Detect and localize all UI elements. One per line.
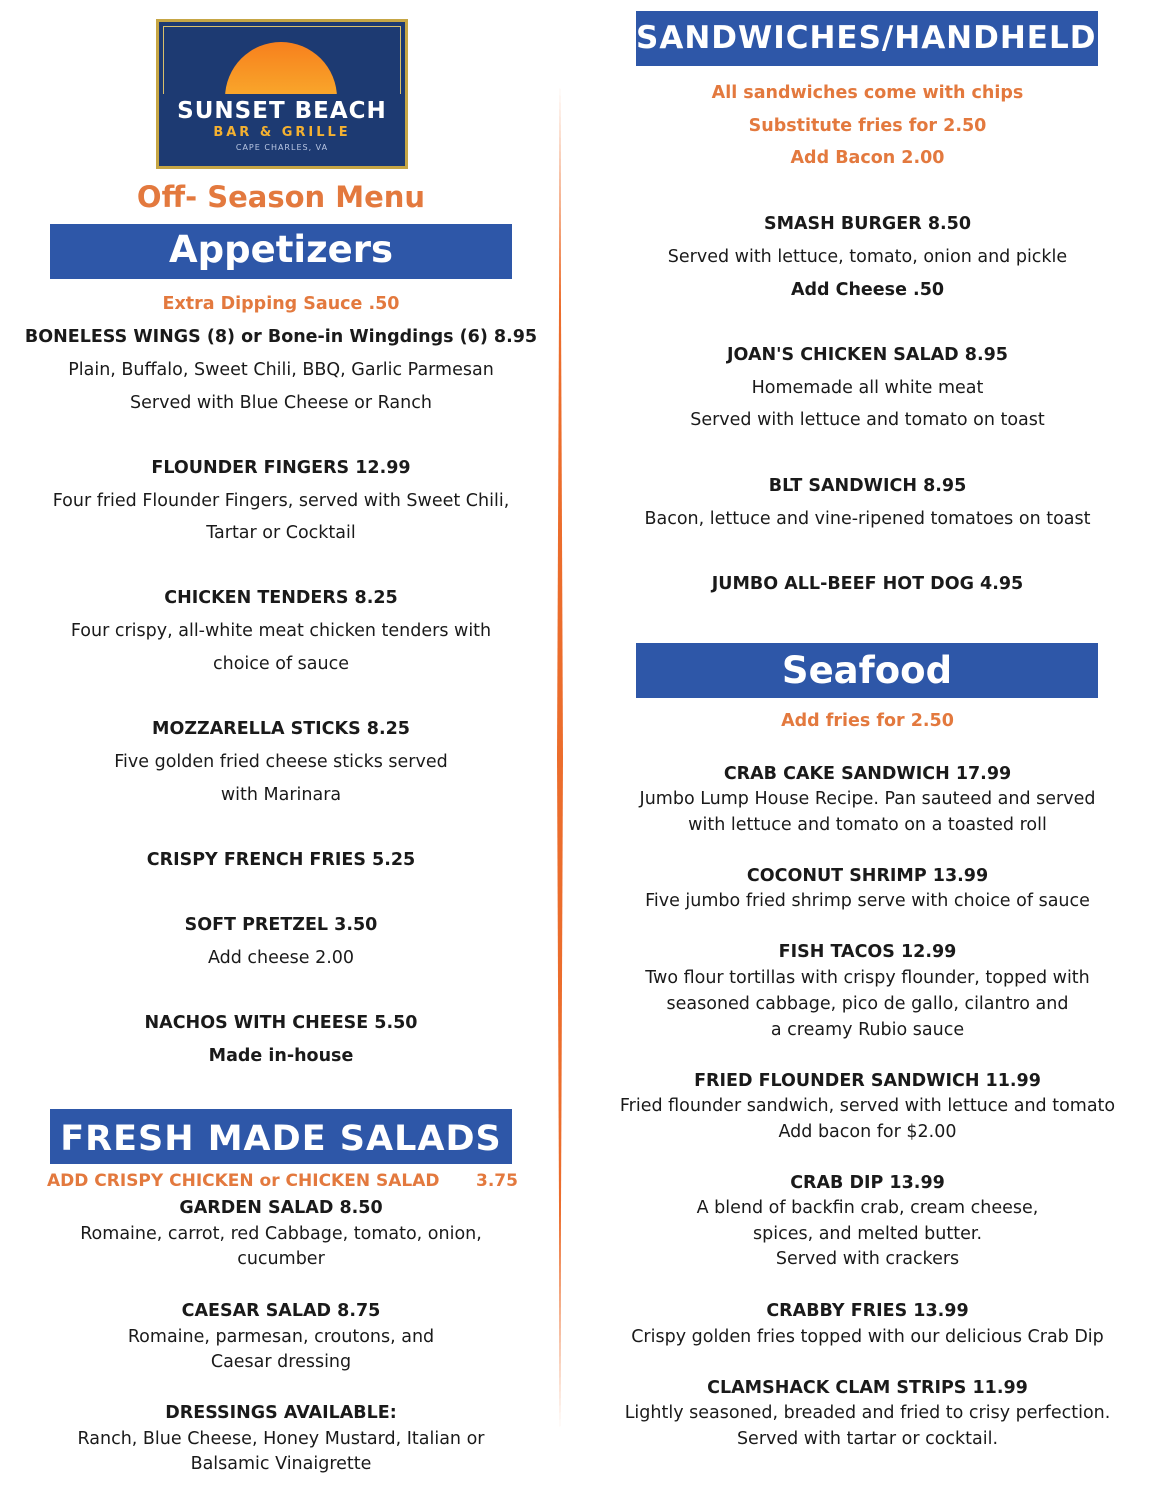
salads-heading xyxy=(50,1109,512,1164)
wings-item-name: BONELESS WINGS (8) or Bone-in Wingdings (6) 8.95 xyxy=(24,327,538,347)
blt-sandwich-desc: Bacon, lettuce and vine-ripened tomatoes on toast xyxy=(644,509,1091,529)
logo-subtitle: BAR & GRILLE xyxy=(213,125,351,140)
appetizers-heading xyxy=(50,224,512,279)
garden-salad-desc: cucumber xyxy=(237,1249,325,1269)
clam-strips-desc: Lightly seasoned, breaded and fried to crisy perfection. xyxy=(624,1403,1111,1423)
seafood-heading-text: Seafood xyxy=(781,649,953,692)
chicken-salad-desc: Served with lettuce and tomato on toast xyxy=(690,410,1045,430)
hot-dog-name: JUMBO ALL-BEEF HOT DOG 4.95 xyxy=(711,574,1024,594)
soft-pretzel-desc: Add cheese 2.00 xyxy=(207,948,355,968)
chicken-tenders-name: CHICKEN TENDERS 8.25 xyxy=(164,588,398,608)
mozzarella-sticks-desc: Five golden fried cheese sticks served xyxy=(114,752,448,772)
fish-tacos-name: FISH TACOS 12.99 xyxy=(778,942,957,962)
blt-sandwich-name: BLT SANDWICH 8.95 xyxy=(768,476,967,496)
menu-title: Off- Season Menu xyxy=(136,180,426,214)
salads-addon-price: 3.75 xyxy=(476,1171,518,1191)
wings-item-desc: Served with Blue Cheese or Ranch xyxy=(130,393,432,413)
flounder-fingers-name: FLOUNDER FINGERS 12.99 xyxy=(151,458,411,478)
fish-tacos-desc: Two flour tortillas with crispy flounder, topped with xyxy=(645,968,1090,988)
flounder-fingers-desc: Tartar or Cocktail xyxy=(206,523,356,543)
salads-addon-note: ADD CRISPY CHICKEN or CHICKEN SALAD xyxy=(47,1171,440,1191)
crab-dip-name: CRAB DIP 13.99 xyxy=(790,1173,945,1193)
dressings-list: Ranch, Blue Cheese, Honey Mustard, Italian or xyxy=(77,1429,485,1449)
caesar-salad-name: CAESAR SALAD 8.75 xyxy=(181,1301,381,1321)
clam-strips-name: CLAMSHACK CLAM STRIPS 11.99 xyxy=(707,1378,1028,1398)
flounder-sandwich-name: FRIED FLOUNDER SANDWICH 11.99 xyxy=(694,1071,1041,1091)
fish-tacos-desc: a creamy Rubio sauce xyxy=(770,1020,965,1040)
wings-item-desc: Plain, Buffalo, Sweet Chili, BBQ, Garlic Parmesan xyxy=(68,360,494,380)
chicken-tenders-desc: choice of sauce xyxy=(213,654,349,674)
garden-salad-name: GARDEN SALAD 8.50 xyxy=(179,1198,383,1218)
crab-dip-desc: spices, and melted butter. xyxy=(752,1224,983,1244)
chicken-salad-desc: Homemade all white meat xyxy=(751,378,984,398)
sandwiches-heading xyxy=(636,11,1120,66)
caesar-salad-desc: Caesar dressing xyxy=(210,1352,352,1372)
logo-title: SUNSET BEACH xyxy=(177,98,387,124)
sandwiches-note: All sandwiches come with chips xyxy=(711,83,1024,103)
sandwiches-note: Add Bacon 2.00 xyxy=(790,148,945,168)
flounder-fingers-desc: Four fried Flounder Fingers, served with Sweet Chili, xyxy=(52,491,510,511)
clam-strips-desc: Served with tartar or cocktail. xyxy=(736,1429,999,1449)
flounder-sandwich-desc: Add bacon for $2.00 xyxy=(778,1122,957,1142)
fish-tacos-desc: seasoned cabbage, pico de gallo, cilantro and xyxy=(666,994,1069,1014)
chicken-tenders-desc: Four crispy, all-white meat chicken tenders with xyxy=(70,621,492,641)
appetizers-note: Extra Dipping Sauce .50 xyxy=(162,294,400,314)
smash-burger-addon: Add Cheese .50 xyxy=(790,280,945,300)
mozzarella-sticks-desc: with Marinara xyxy=(220,785,342,805)
nachos-name: NACHOS WITH CHEESE 5.50 xyxy=(144,1013,418,1033)
sandwiches-note: Substitute fries for 2.50 xyxy=(748,116,987,136)
coconut-shrimp-desc: Five jumbo fried shrimp serve with choice of sauce xyxy=(645,891,1090,911)
caesar-salad-desc: Romaine, parmesan, croutons, and xyxy=(127,1327,435,1347)
flounder-sandwich-desc: Fried flounder sandwich, served with lettuce and tomato xyxy=(619,1096,1116,1116)
crab-cake-desc: Jumbo Lump House Recipe. Pan sauteed and served xyxy=(639,789,1096,809)
soft-pretzel-name: SOFT PRETZEL 3.50 xyxy=(184,915,378,935)
crabby-fries-name: CRABBY FRIES 13.99 xyxy=(766,1301,969,1321)
crab-cake-name: CRAB CAKE SANDWICH 17.99 xyxy=(723,764,1012,784)
crab-dip-desc: Served with crackers xyxy=(775,1249,960,1269)
dressings-heading: DRESSINGS AVAILABLE: xyxy=(165,1403,397,1423)
seafood-note: Add fries for 2.50 xyxy=(781,711,954,731)
coconut-shrimp-name: COCONUT SHRIMP 13.99 xyxy=(746,866,989,886)
crab-cake-desc: with lettuce and tomato on a toasted roll xyxy=(688,815,1047,835)
salads-heading-text: FRESH MADE SALADS xyxy=(60,1119,502,1159)
crabby-fries-desc: Crispy golden fries topped with our delicious Crab Dip xyxy=(631,1327,1104,1347)
appetizers-heading-text: Appetizers xyxy=(169,228,393,271)
french-fries-name: CRISPY FRENCH FRIES 5.25 xyxy=(146,850,416,870)
seafood-heading xyxy=(636,643,1098,698)
mozzarella-sticks-name: MOZZARELLA STICKS 8.25 xyxy=(152,719,410,739)
dressings-list: Balsamic Vinaigrette xyxy=(190,1454,372,1474)
restaurant-logo xyxy=(156,19,408,169)
sandwiches-heading-text: SANDWICHES/HANDHELDS xyxy=(636,20,1120,56)
column-divider xyxy=(556,85,564,1430)
chicken-salad-name: JOAN'S CHICKEN SALAD 8.95 xyxy=(727,345,1008,365)
smash-burger-desc: Served with lettuce, tomato, onion and pickle xyxy=(667,247,1068,267)
nachos-desc: Made in-house xyxy=(208,1046,354,1066)
crab-dip-desc: A blend of backfin crab, cream cheese, xyxy=(696,1198,1039,1218)
logo-location: CAPE CHARLES, VA xyxy=(235,143,329,152)
smash-burger-name: SMASH BURGER 8.50 xyxy=(764,214,971,234)
garden-salad-desc: Romaine, carrot, red Cabbage, tomato, onion, xyxy=(80,1224,482,1244)
